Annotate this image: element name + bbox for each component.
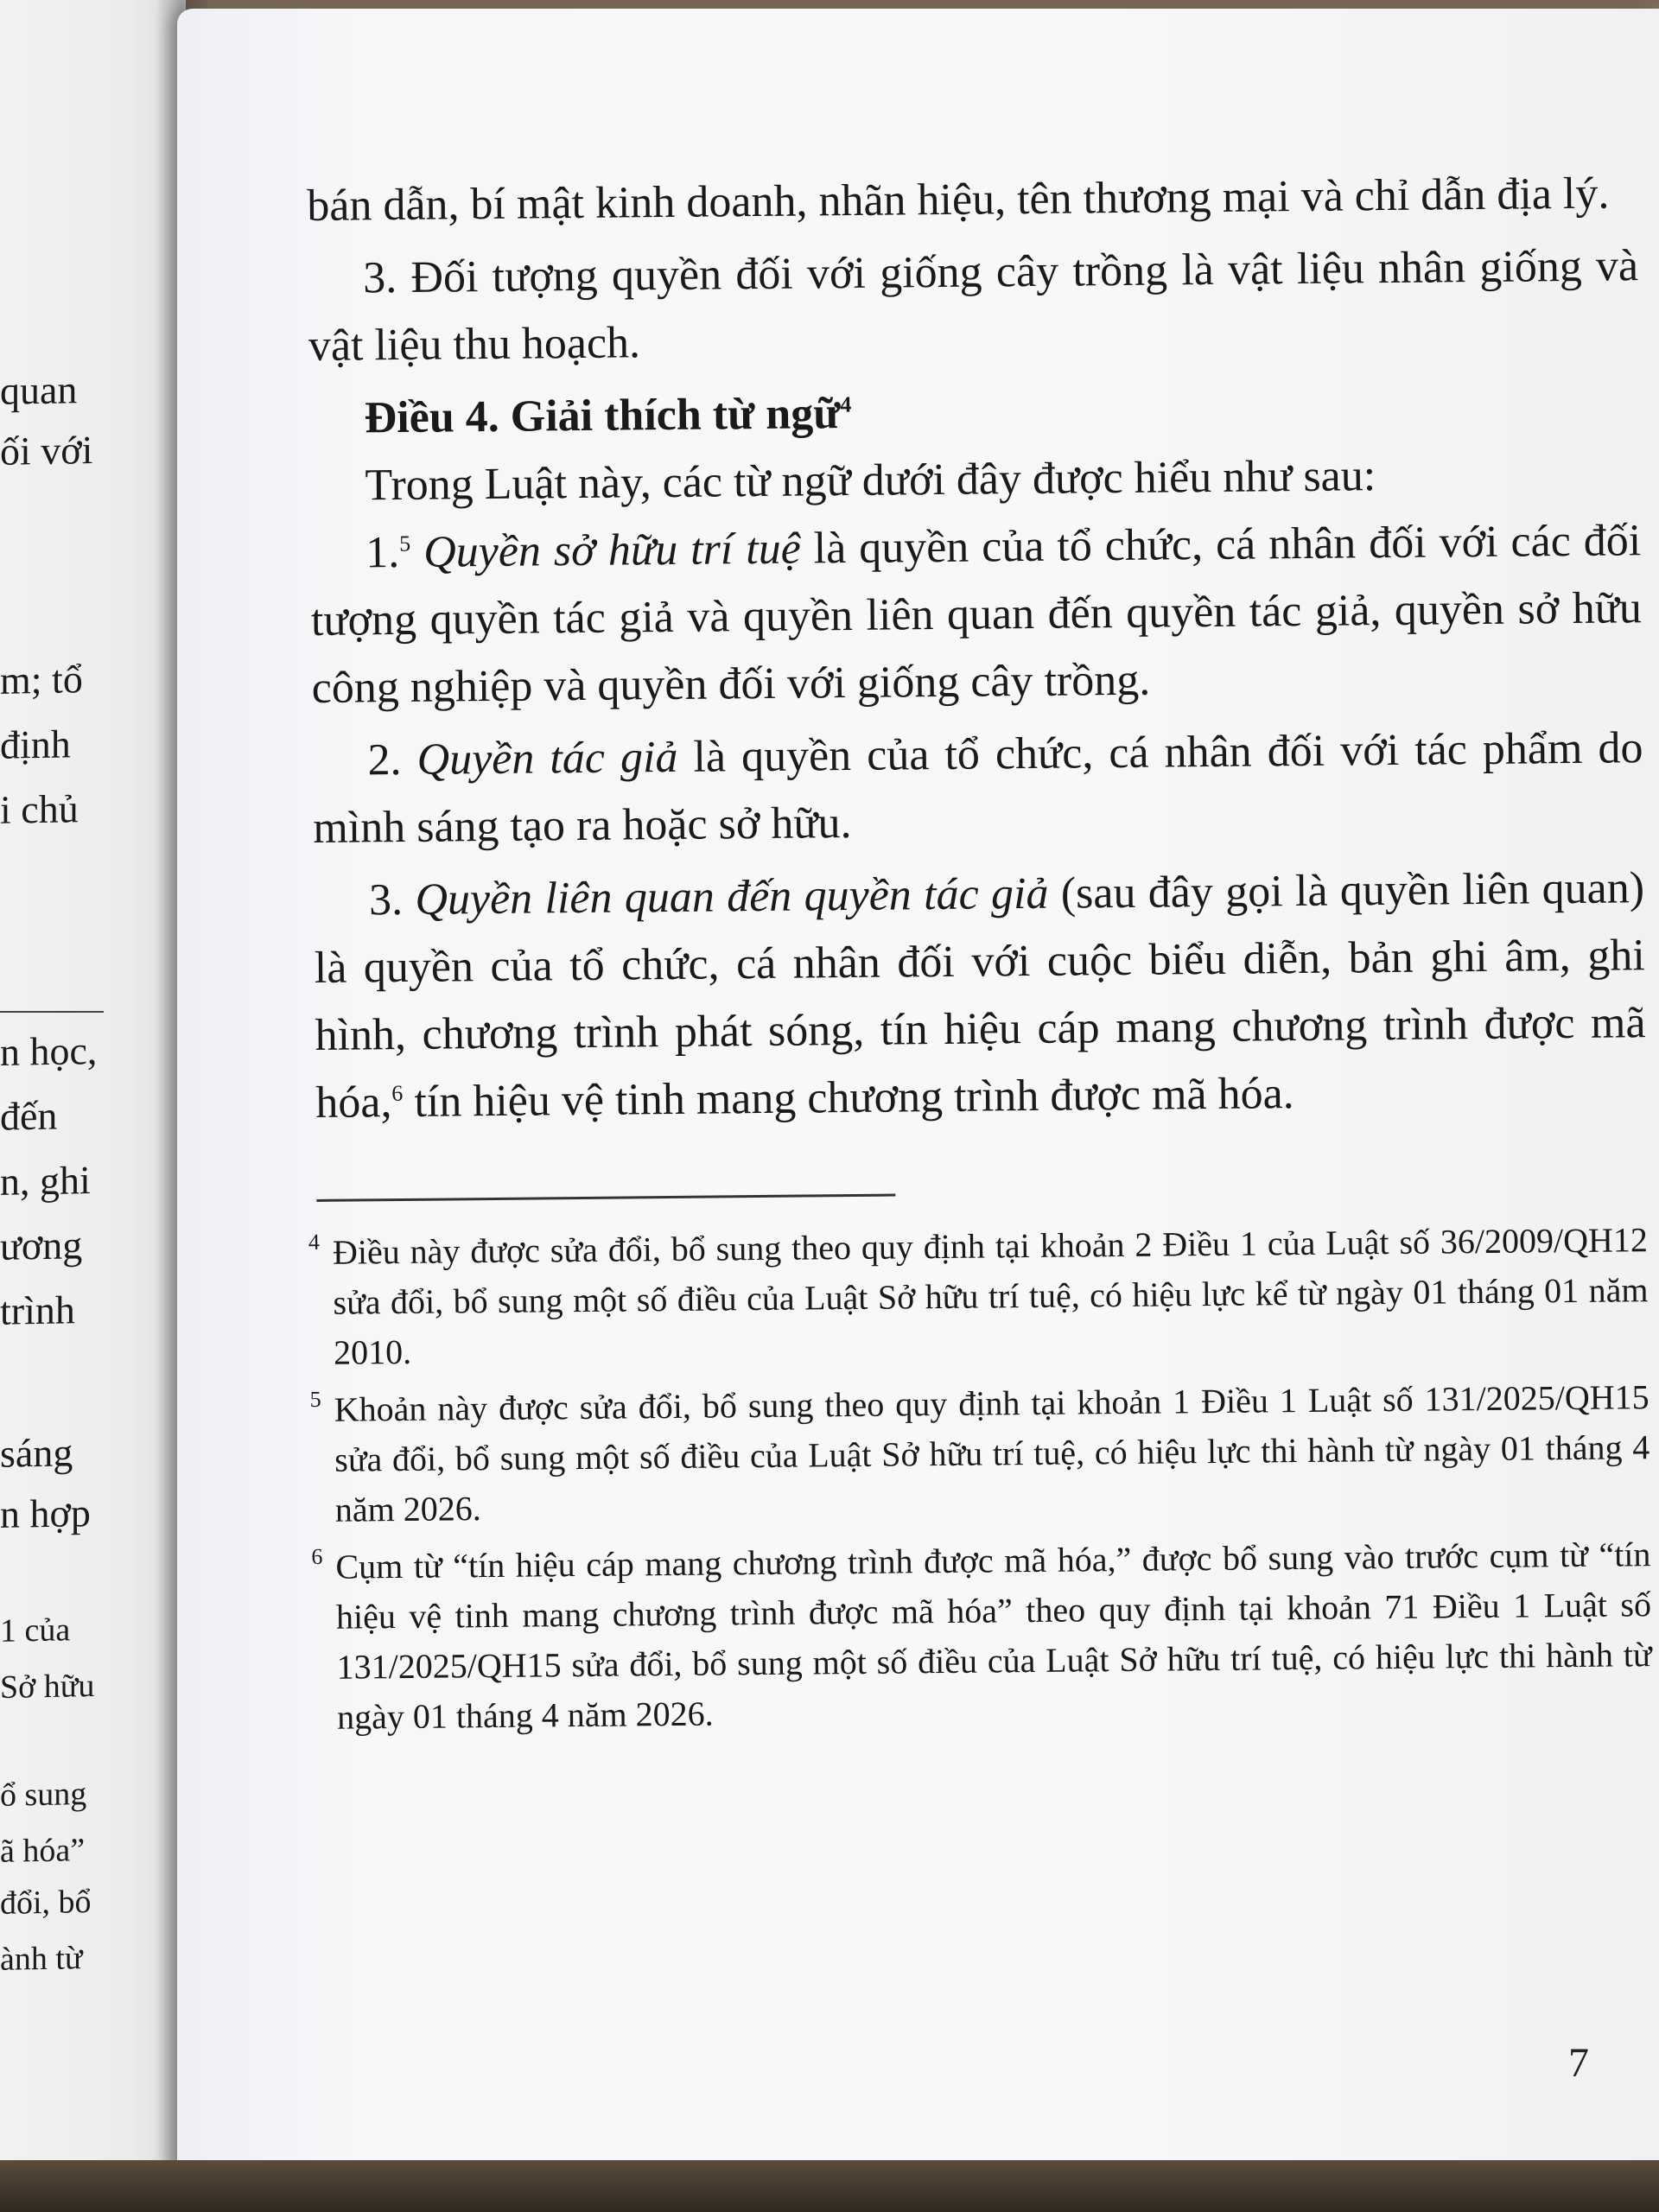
- left-page-line: Sở hữu: [0, 1668, 95, 1706]
- left-page-line: ã hóa”: [0, 1832, 86, 1870]
- definition-1: [310, 507, 1643, 722]
- definition-3: [314, 855, 1647, 1137]
- left-page-line: đến: [0, 1093, 58, 1139]
- page-content: [307, 160, 1652, 1750]
- left-page-line: n hợp: [0, 1491, 91, 1536]
- book-page: [177, 9, 1659, 2169]
- left-page-line: ối với: [0, 428, 93, 474]
- footnote-separator: [316, 1194, 895, 1202]
- definition-1-term: Quyền sở hữu trí tuệ: [423, 524, 802, 577]
- footnote-5-number: 5: [309, 1386, 321, 1413]
- footnote-4: [308, 1215, 1649, 1378]
- paragraph-continued: bán dẫn, bí mật kinh doanh, nhãn hiệu, tên thương mại và chỉ dẫn địa lý.: [307, 168, 1610, 231]
- footnote-ref-6: 6: [391, 1080, 404, 1106]
- paragraph-item-3: 3. Đối tượng quyền đối với giống cây trồng là vật liệu nhân giống và vật liệu thu hoạch.: [308, 241, 1639, 371]
- footnote-ref-4: 4: [840, 391, 852, 417]
- definition-3-text-b: tín hiệu vệ tinh mang chương trình được mã hóa.: [403, 1069, 1294, 1127]
- footnote-6-number: 6: [311, 1543, 323, 1570]
- definition-3-text-a: (sau đây gọi là quyền liên quan) là quyền của tổ chức, cá nhân đối với cuộc biểu diễn, bản ghi âm, ghi hình, chương trình phát sóng, tín hiệu cáp mang chương trình được mã hóa,: [314, 863, 1646, 1128]
- left-page-line: đổi, bổ: [0, 1884, 92, 1922]
- left-page-line: sáng: [0, 1430, 73, 1476]
- definition-2-term: Quyền tác giả: [416, 732, 678, 785]
- left-page-line: định: [0, 721, 71, 767]
- article-intro: Trong Luật này, các từ ngữ dưới đây được hiểu như sau:: [365, 451, 1376, 511]
- table-surface-bottom: [0, 2160, 1659, 2212]
- footnote-5-text: Khoản này được sửa đổi, bổ sung theo quy định tại khoản 1 Điều 1 Luật số 131/2025/QH15 sửa đổi, bổ sung một số điều của Luật Sở hữu trí tuệ, có hiệu lực thi hành từ ngày 01 tháng 4 năm 2026.: [334, 1377, 1650, 1529]
- left-page-footnote-rule: [0, 1011, 104, 1013]
- footnote-ref-5: 5: [398, 531, 411, 556]
- left-page-line: ương: [0, 1223, 83, 1268]
- footnote-4-text: Điều này được sửa đổi, bổ sung theo quy định tại khoản 2 Điều 1 của Luật số 36/2009/QH12 sửa đổi, bổ sung một số điều của Luật Sở hữu trí tuệ, có hiệu lực kể từ ngày 01 tháng 01 năm 2010.: [332, 1220, 1649, 1372]
- footnote-6-text: Cụm từ “tín hiệu cáp mang chương trình được mã hóa,” được bổ sung vào trước cụm từ “tín hiệu vệ tinh mang chương trình được mã hóa” theo quy định tại khoản 71 Điều 1 Luật số 131/2025/QH15 sửa đổi, bổ sung một số điều của Luật Sở hữu trí tuệ, có hiệu lực thi hành từ ngày 01 tháng 4 năm 2026.: [335, 1535, 1652, 1737]
- page-number: 7: [1568, 2040, 1589, 2086]
- left-page-line: i chủ: [0, 786, 79, 832]
- definition-2-text: là quyền của tổ chức, cá nhân đối với tác phẩm do mình sáng tạo ra hoặc sở hữu.: [313, 723, 1643, 853]
- article-heading-text: Điều 4. Giải thích từ ngữ: [364, 389, 841, 443]
- left-page-line: n học,: [0, 1028, 98, 1074]
- definition-2-number: 2.: [367, 734, 417, 785]
- definition-2: [312, 715, 1643, 862]
- footnote-4-number: 4: [308, 1229, 321, 1255]
- left-page-line: 1 của: [0, 1611, 71, 1649]
- definition-1-text: là quyền của tổ chức, cá nhân đối với các đối tượng quyền tác giả và quyền liên quan đến quyền tác giả, quyền sở hữu công nghiệp và quyền đối với giống cây trồng.: [310, 516, 1643, 713]
- left-page-line: n, ghi: [0, 1158, 91, 1204]
- footnote-5: [309, 1372, 1650, 1535]
- left-page-line: quan: [0, 367, 78, 413]
- left-page-line: ành từ: [0, 1940, 83, 1978]
- definition-3-number: 3.: [368, 874, 416, 925]
- left-page-line: m; tổ: [0, 657, 83, 702]
- footnote-6: [311, 1529, 1652, 1743]
- left-page-line: trình: [0, 1287, 75, 1333]
- article-heading: [308, 372, 1640, 453]
- definition-1-number: 1.: [365, 527, 400, 578]
- left-page-line: ổ sung: [0, 1776, 87, 1814]
- definition-3-term: Quyền liên quan đến quyền tác giả: [415, 868, 1049, 925]
